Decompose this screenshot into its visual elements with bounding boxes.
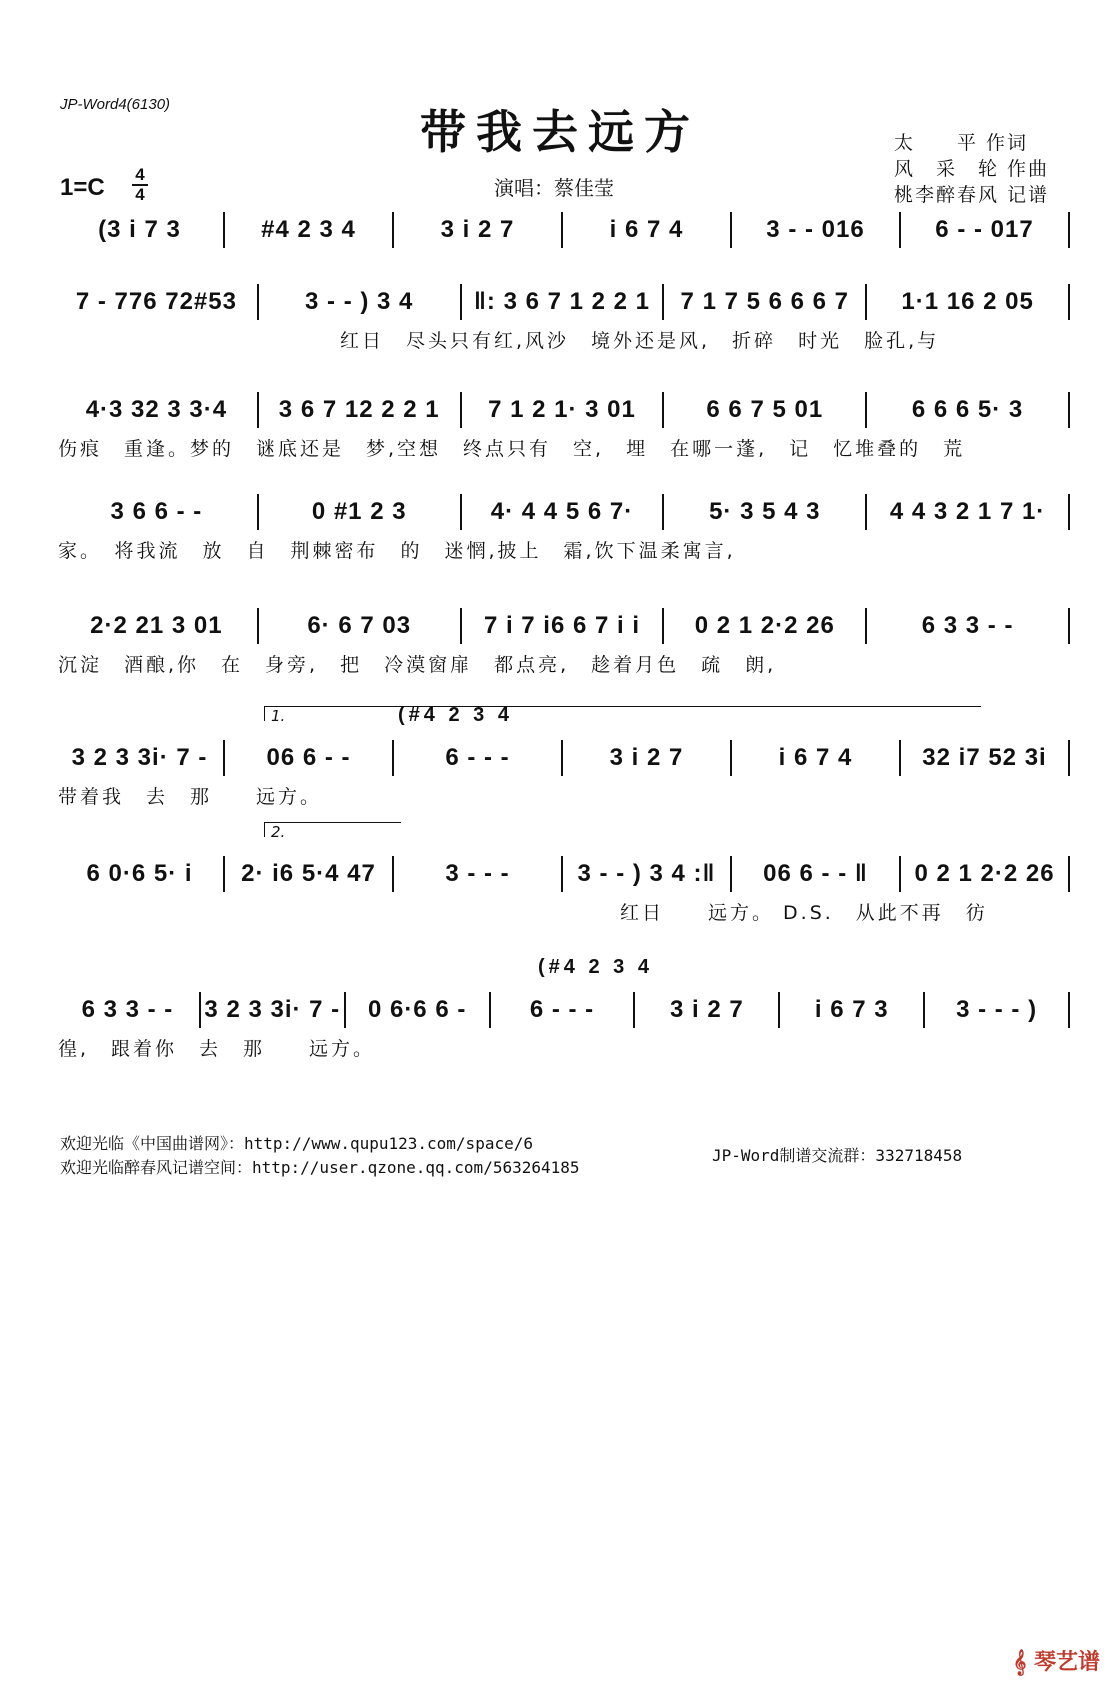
measure: (3 i 7 3 (98, 216, 181, 243)
lyric-line: 徨, 跟着你 去 那 远方。 (58, 1038, 376, 1060)
notation-line (56, 854, 1070, 894)
measure: 6 3 3 - - (921, 612, 1014, 639)
notation-line (56, 990, 1070, 1030)
measure: 7 - 776 72#53 (75, 288, 237, 315)
meter-top: 4 (135, 165, 145, 184)
bar-line (1068, 212, 1070, 248)
time-signature (132, 166, 148, 204)
measure: 3 i 2 7 (440, 216, 515, 243)
lyricist-credit: 太 平 作词 (894, 132, 1029, 154)
bar-line (1068, 284, 1070, 320)
measure: 0 6·6 6 - (367, 996, 467, 1023)
notation-line (56, 210, 1070, 250)
measure: 3 - - 016 (766, 216, 865, 243)
measure: 3 2 3 3i· 7 - (204, 996, 341, 1023)
measure: 4·3 32 3 3·4 (85, 396, 228, 423)
lyric-line: 沉淀 酒酿,你 在 身旁, 把 冷漠窗扉 都点亮, 趁着月色 疏 朗, (58, 654, 777, 676)
footer-link-1[interactable]: 欢迎光临《中国曲谱网》：http://www.qupu123.com/space/6 (60, 1134, 533, 1153)
bar-line (1068, 392, 1070, 428)
key-signature: 1=C (60, 174, 105, 201)
composer-credit: 风 采 轮 作曲 (894, 158, 1050, 180)
measure: 6 - - 017 (935, 216, 1034, 243)
measure: 1·1 16 2 05 (901, 288, 1034, 315)
measure: 6· 6 7 03 (307, 612, 412, 639)
bar-line (1068, 856, 1070, 892)
lyric-line: 红日 尽头只有红,风沙 境外还是风, 折碎 时光 脸孔,与 (340, 330, 940, 352)
measure: 0 2 1 2·2 26 (694, 612, 835, 639)
measure: 7 1 2 1· 3 01 (488, 396, 636, 423)
measure: 3 - - - ) (956, 996, 1038, 1023)
meter-bottom: 4 (135, 185, 145, 204)
measure: 2·2 21 3 01 (90, 612, 223, 639)
notation-line (56, 390, 1070, 430)
measure: 3 - - ) 3 4 (305, 288, 414, 315)
measure: 4· 4 4 5 6 7· (490, 498, 634, 525)
volta-bracket: 1. (264, 706, 981, 721)
measure: 6 6 7 5 01 (706, 396, 824, 423)
lyric-line: 伤痕 重逢。梦的 谜底还是 梦,空想 终点只有 空, 埋 在哪一蓬, 记 忆堆叠的 荒 (58, 438, 966, 460)
footer-link-2[interactable]: 欢迎光临醉春风记谱空间：http://user.qzone.qq.com/563264185 (60, 1158, 580, 1177)
volta-bracket: 2. (264, 822, 401, 837)
measure: 3 6 7 12 2 2 1 (278, 396, 440, 423)
footer-links (60, 1132, 580, 1180)
measure: i 6 7 4 (609, 216, 684, 243)
measure: i 6 7 3 (814, 996, 889, 1023)
measure: 3 - - ) 3 4 :‖ (577, 860, 716, 887)
measure: 5· 3 5 4 3 (709, 498, 821, 525)
intro-cue: (#4 2 3 4 (538, 956, 653, 978)
bar-line (1068, 992, 1070, 1028)
measure: 32 i7 52 3i (922, 744, 1047, 771)
footer-group: JP-Word制谱交流群：332718458 (712, 1146, 963, 1165)
measure: 0 #1 2 3 (311, 498, 407, 525)
measure: 06 6 - - (266, 744, 351, 771)
measure: #4 2 3 4 (261, 216, 356, 243)
bar-line (1068, 608, 1070, 644)
measure: 06 6 - - ‖ (763, 860, 868, 887)
measure: 6 6 6 5· 3 (911, 396, 1024, 423)
software-label: JP-Word4(6130) (60, 96, 171, 113)
notation-line (56, 738, 1070, 778)
measure: 7 1 7 5 6 6 6 7 (680, 288, 850, 315)
measure: 3 - - - (445, 860, 510, 887)
credits-block (894, 130, 1049, 208)
lyric-line: 家。 将我流 放 自 荆棘密布 的 迷惘,披上 霜,饮下温柔寓言, (58, 540, 736, 562)
transcriber-credit: 桃李醉春风 记谱 (894, 184, 1050, 206)
measure: 6 3 3 - - (81, 996, 174, 1023)
measure: 2· i6 5·4 47 (241, 860, 376, 887)
logo-text: 琴艺谱 (1033, 1650, 1100, 1675)
measure: 4 4 3 2 1 7 1· (889, 498, 1046, 525)
notation-line (56, 282, 1070, 322)
song-title: 带我去远方 (420, 105, 700, 159)
logo-icon: 𝄞 (1013, 1650, 1027, 1675)
measure: 6 - - - (445, 744, 510, 771)
measure: 6 - - - (529, 996, 595, 1023)
measure: 6 0·6 5· i (86, 860, 193, 887)
lyric-line: 带着我 去 那 远方。 (58, 786, 323, 808)
bar-line (1068, 740, 1070, 776)
notation-line (56, 606, 1070, 646)
notation-line (56, 492, 1070, 532)
singer-credit: 演唱：蔡佳莹 (494, 176, 614, 200)
measure: ‖: 3 6 7 1 2 2 1 (473, 288, 651, 315)
measure: 3 i 2 7 (609, 744, 684, 771)
lyric-line: 红日 远方。 D.S. 从此不再 彷 (620, 902, 988, 924)
measure: 0 2 1 2·2 26 (914, 860, 1055, 887)
bar-line (1068, 494, 1070, 530)
measure: 3 2 3 3i· 7 - (71, 744, 208, 771)
measure: 7 i 7 i6 6 7 i i (483, 612, 641, 639)
measure: 3 i 2 7 (670, 996, 744, 1023)
brand-logo (1013, 1645, 1100, 1676)
measure: 3 6 6 - - (110, 498, 203, 525)
intro-cue: (#4 2 3 4 (398, 704, 513, 726)
measure: i 6 7 4 (778, 744, 853, 771)
